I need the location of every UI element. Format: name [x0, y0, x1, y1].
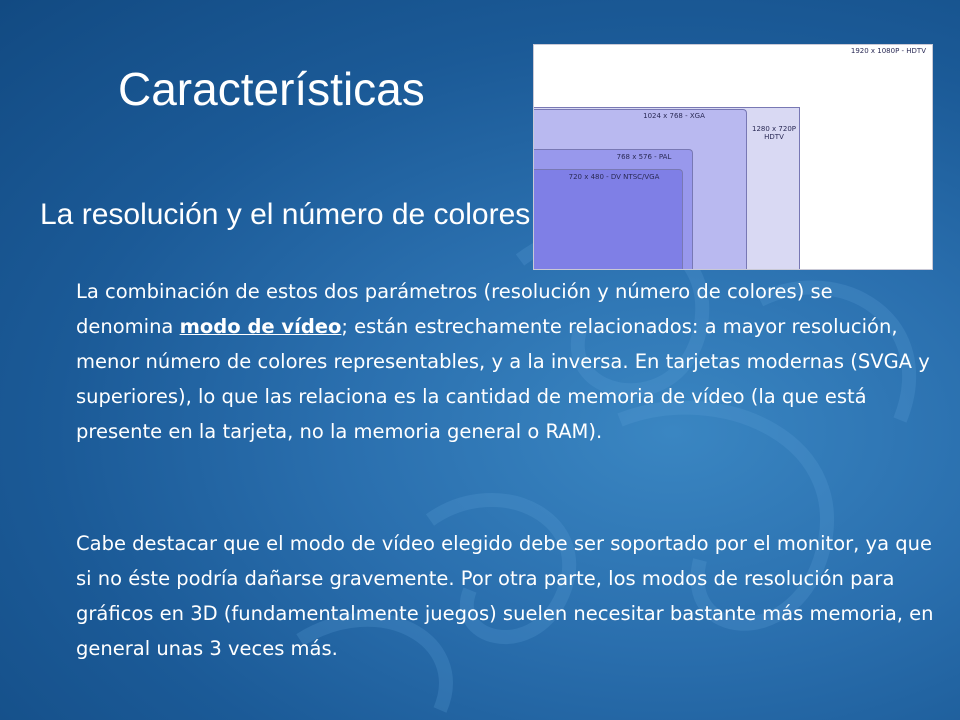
paragraph-1-text-b: ; están estrechamente relacionados: a mayor resolución, menor número de colores representables, y a la inversa. En tarjetas modernas (SVGA y superiores), lo que las relaciona es la cantidad de memoria de vídeo (la que está presente en la tarjeta, no la memoria general o RAM).: [76, 315, 930, 443]
label-1280x720: [746, 125, 802, 141]
slide-title: Características: [118, 63, 425, 115]
label-1920x1080: 1920 x 1080P - HDTV: [850, 47, 926, 55]
paragraph-1-text-a: La combinación de estos dos parámetros (resolución y número de colores) se denomina: [76, 280, 833, 338]
label-720x480: 720 x 480 - DV NTSC/VGA: [568, 173, 660, 181]
video-mode-link[interactable]: modo de vídeo: [179, 315, 342, 338]
paragraph-2: Cabe destacar que el modo de vídeo elegido debe ser soportado por el monitor, ya que si no éste podría dañarse gravemente. Por otra parte, los modos de resolución para gráficos en 3D (fundamentalmente juegos) suelen necesitar bastante más memoria, en general unas 3 veces más.: [76, 532, 934, 660]
paragraph-1: [76, 274, 936, 449]
box-720x480: [534, 169, 683, 269]
label-1280x720-line1: 1280 x 720P: [752, 125, 796, 133]
label-1024x768: 1024 x 768 - XGA: [643, 112, 705, 120]
label-768x576: 768 x 576 - PAL: [616, 153, 672, 161]
slide-subtitle: La resolución y el número de colores: [40, 198, 531, 231]
resolution-comparison-figure: [533, 44, 933, 270]
label-1280x720-line2: HDTV: [764, 133, 784, 141]
